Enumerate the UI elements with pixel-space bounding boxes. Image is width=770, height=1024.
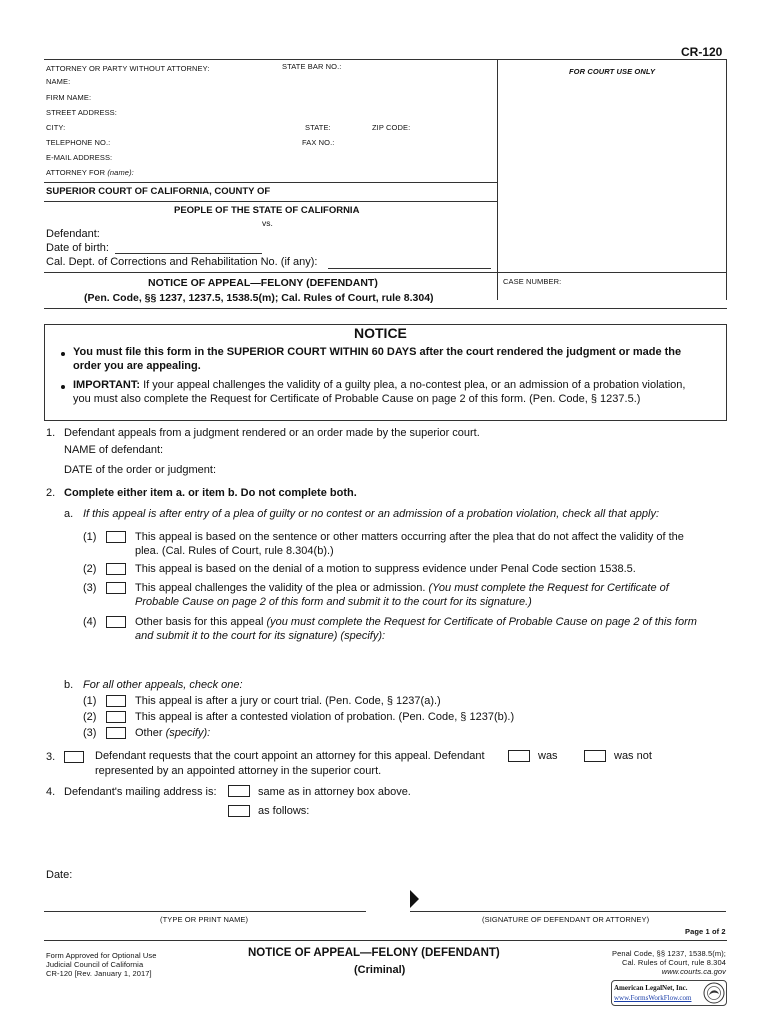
item2a4-checkbox[interactable] bbox=[106, 616, 126, 628]
item2a3-italic1: (You must complete the Request for Certificate of bbox=[428, 582, 669, 594]
item3-was-not-checkbox[interactable] bbox=[584, 750, 606, 762]
item3-was-label: was bbox=[538, 750, 558, 762]
court-rule bbox=[44, 182, 497, 183]
item2a-label: a. bbox=[64, 508, 74, 520]
item3-line1: Defendant requests that the court appoint an attorney for this appeal. Defendant bbox=[95, 750, 485, 762]
item2b3-specify: (specify): bbox=[165, 727, 211, 739]
item2b3-text bbox=[135, 727, 210, 739]
legalnet-name: American LegalNet, Inc. bbox=[614, 984, 688, 992]
item1-number: 1. bbox=[46, 427, 56, 439]
item3-checkbox[interactable] bbox=[64, 751, 84, 763]
phone-label: TELEPHONE NO.: bbox=[46, 138, 111, 147]
item2a4-italic2: and submit it to the court for its signature) (specify): bbox=[135, 630, 386, 642]
item2-text: Complete either item a. or item b. Do not complete both. bbox=[64, 487, 357, 499]
print-name-caption: (TYPE OR PRINT NAME) bbox=[160, 915, 249, 924]
email-label: E-MAIL ADDRESS: bbox=[46, 153, 113, 162]
item2a1-number: (1) bbox=[83, 531, 97, 543]
case-number-label: CASE NUMBER: bbox=[503, 277, 562, 286]
court-label: SUPERIOR COURT OF CALIFORNIA, COUNTY OF bbox=[46, 186, 271, 197]
item2a1-line1: This appeal is based on the sentence or other matters occurring after the plea that do not affect the validity of the bbox=[135, 531, 684, 543]
notice-bullet-1 bbox=[61, 352, 65, 356]
attorney-for-label bbox=[46, 168, 134, 177]
item2a3-line1 bbox=[135, 582, 669, 594]
item2a4-number: (4) bbox=[83, 616, 97, 628]
header-right-border bbox=[726, 59, 727, 300]
title-line1: NOTICE OF APPEAL—FELONY (DEFENDANT) bbox=[148, 277, 378, 289]
cdcr-line bbox=[328, 268, 491, 269]
item2a2-line1: This appeal is based on the denial of a motion to suppress evidence under Penal Code section 1538.5. bbox=[135, 563, 636, 575]
item1-text: Defendant appeals from a judgment rendered or an order made by the superior court. bbox=[64, 427, 480, 439]
notice-bullet1-line2: order you are appealing. bbox=[73, 360, 201, 372]
item2b-text: For all other appeals, check one: bbox=[83, 679, 243, 691]
item2a1-line2: plea. (Cal. Rules of Court, rule 8.304(b).) bbox=[135, 545, 334, 557]
footer-right3: www.courts.ca.gov bbox=[661, 967, 726, 976]
footer-left3: CR-120 [Rev. January 1, 2017] bbox=[46, 969, 152, 978]
notice-bullet2-line2: you must also complete the Request for Certificate of Probable Cause on page 2 of this form. (Pen. Code, § 1237.5.) bbox=[73, 393, 641, 405]
notice-bullet2-line1 bbox=[73, 379, 685, 391]
legalnet-link[interactable]: www.FormsWorkFlow.com bbox=[614, 994, 692, 1002]
item4-follows-checkbox[interactable] bbox=[228, 805, 250, 817]
item2b2-number: (2) bbox=[83, 711, 97, 723]
zip-label: ZIP CODE: bbox=[372, 123, 411, 132]
name-label: NAME: bbox=[46, 77, 71, 86]
dob-line bbox=[115, 253, 262, 254]
item2a3-text: This appeal challenges the validity of the plea or admission. bbox=[135, 582, 426, 594]
page-number: Page 1 of 2 bbox=[685, 927, 726, 936]
item2a4-italic1: (you must complete the Request for Certificate of Probable Cause on page 2 of this form bbox=[266, 616, 697, 628]
item2a3-number: (3) bbox=[83, 582, 97, 594]
footer-title: NOTICE OF APPEAL—FELONY (DEFENDANT) bbox=[248, 947, 500, 959]
item2a4-line1 bbox=[135, 616, 697, 628]
state-label: STATE: bbox=[305, 123, 331, 132]
notice-bullet1-line1: You must file this form in the SUPERIOR COURT WITHIN 60 DAYS after the court rendered the judgment or made the bbox=[73, 346, 682, 358]
item2b3-checkbox[interactable] bbox=[106, 727, 126, 739]
footer-rule bbox=[44, 940, 727, 941]
state-bar-label: STATE BAR NO.: bbox=[282, 62, 342, 71]
item2b1-number: (1) bbox=[83, 695, 97, 707]
item2a2-number: (2) bbox=[83, 563, 97, 575]
item1-date-label: DATE of the order or judgment: bbox=[64, 464, 217, 476]
item4-text: Defendant's mailing address is: bbox=[64, 786, 217, 798]
legalnet-seal-icon bbox=[703, 982, 725, 1004]
footer-left2: Judicial Council of California bbox=[46, 960, 144, 969]
item4-number: 4. bbox=[46, 786, 56, 798]
city-label: CITY: bbox=[46, 123, 66, 132]
header-bottom-rule bbox=[44, 308, 727, 309]
form-id: CR-120 bbox=[681, 45, 723, 59]
header-top-rule bbox=[44, 59, 727, 60]
print-name-line[interactable] bbox=[44, 911, 366, 912]
title-line2: (Pen. Code, §§ 1237, 1237.5, 1538.5(m); Cal. Rules of Court, rule 8.304) bbox=[84, 292, 434, 304]
title-rule bbox=[44, 272, 727, 273]
item2b3-other: Other bbox=[135, 727, 163, 739]
item2b1-checkbox[interactable] bbox=[106, 695, 126, 707]
court-use-label: FOR COURT USE ONLY bbox=[569, 67, 656, 76]
header-divider bbox=[497, 59, 498, 300]
item3-was-checkbox[interactable] bbox=[508, 750, 530, 762]
item2a3-italic2: Probable Cause on page 2 of this form and submit it to the court for its signature.) bbox=[135, 596, 532, 608]
item3-was-not-label: was not bbox=[614, 750, 652, 762]
signature-caption: (SIGNATURE OF DEFENDANT OR ATTORNEY) bbox=[482, 915, 650, 924]
dob-label: Date of birth: bbox=[46, 242, 109, 254]
item2a3-checkbox[interactable] bbox=[106, 582, 126, 594]
footer-subtitle: (Criminal) bbox=[354, 964, 406, 976]
item2a1-checkbox[interactable] bbox=[106, 531, 126, 543]
item4-follows-label: as follows: bbox=[258, 805, 310, 817]
attorney-for-paren: (name): bbox=[107, 168, 134, 177]
item2a-text: If this appeal is after entry of a plea of guilty or no contest or an admission of a probation violation, check all that apply: bbox=[83, 508, 659, 520]
signature-line[interactable] bbox=[410, 911, 726, 912]
item2b2-text: This appeal is after a contested violation of probation. (Pen. Code, § 1237(b).) bbox=[135, 711, 515, 723]
signature-arrow-icon bbox=[410, 890, 419, 908]
notice-bullet2-text: If your appeal challenges the validity of a guilty plea, a no-contest plea, or an admission of a probation violation, bbox=[140, 379, 686, 391]
item3-line2: represented by an appointed attorney in the superior court. bbox=[95, 765, 382, 777]
defendant-label: Defendant: bbox=[46, 228, 100, 240]
notice-heading: NOTICE bbox=[354, 325, 407, 341]
footer-left1: Form Approved for Optional Use bbox=[46, 951, 157, 960]
item4-same-label: same as in attorney box above. bbox=[258, 786, 411, 798]
footer-right1: Penal Code, §§ 1237, 1538.5(m); bbox=[611, 949, 726, 958]
firm-label: FIRM NAME: bbox=[46, 93, 92, 102]
notice-important: IMPORTANT: bbox=[73, 379, 141, 391]
vs-label: vs. bbox=[262, 218, 273, 228]
item2-number: 2. bbox=[46, 487, 56, 499]
date-label: Date: bbox=[46, 869, 73, 881]
footer-right2: Cal. Rules of Court, rule 8.304 bbox=[622, 958, 726, 967]
item2a4-text: Other basis for this appeal bbox=[135, 616, 264, 628]
item4-same-checkbox[interactable] bbox=[228, 785, 250, 797]
people-label: PEOPLE OF THE STATE OF CALIFORNIA bbox=[174, 205, 360, 216]
item2b3-number: (3) bbox=[83, 727, 97, 739]
cdcr-label: Cal. Dept. of Corrections and Rehabilitation No. (if any): bbox=[46, 256, 318, 268]
people-rule bbox=[44, 201, 497, 202]
item2b-label: b. bbox=[64, 679, 74, 691]
item3-number: 3. bbox=[46, 751, 56, 763]
street-label: STREET ADDRESS: bbox=[46, 108, 117, 117]
fax-label: FAX NO.: bbox=[302, 138, 335, 147]
item2b1-text: This appeal is after a jury or court trial. (Pen. Code, § 1237(a).) bbox=[135, 695, 441, 707]
attorney-label: ATTORNEY OR PARTY WITHOUT ATTORNEY: bbox=[46, 64, 210, 73]
item2b2-checkbox[interactable] bbox=[106, 711, 126, 723]
notice-bullet-2 bbox=[61, 385, 65, 389]
item1-name-label: NAME of defendant: bbox=[64, 444, 164, 456]
attorney-for-text: ATTORNEY FOR bbox=[46, 168, 106, 177]
item2a2-checkbox[interactable] bbox=[106, 563, 126, 575]
